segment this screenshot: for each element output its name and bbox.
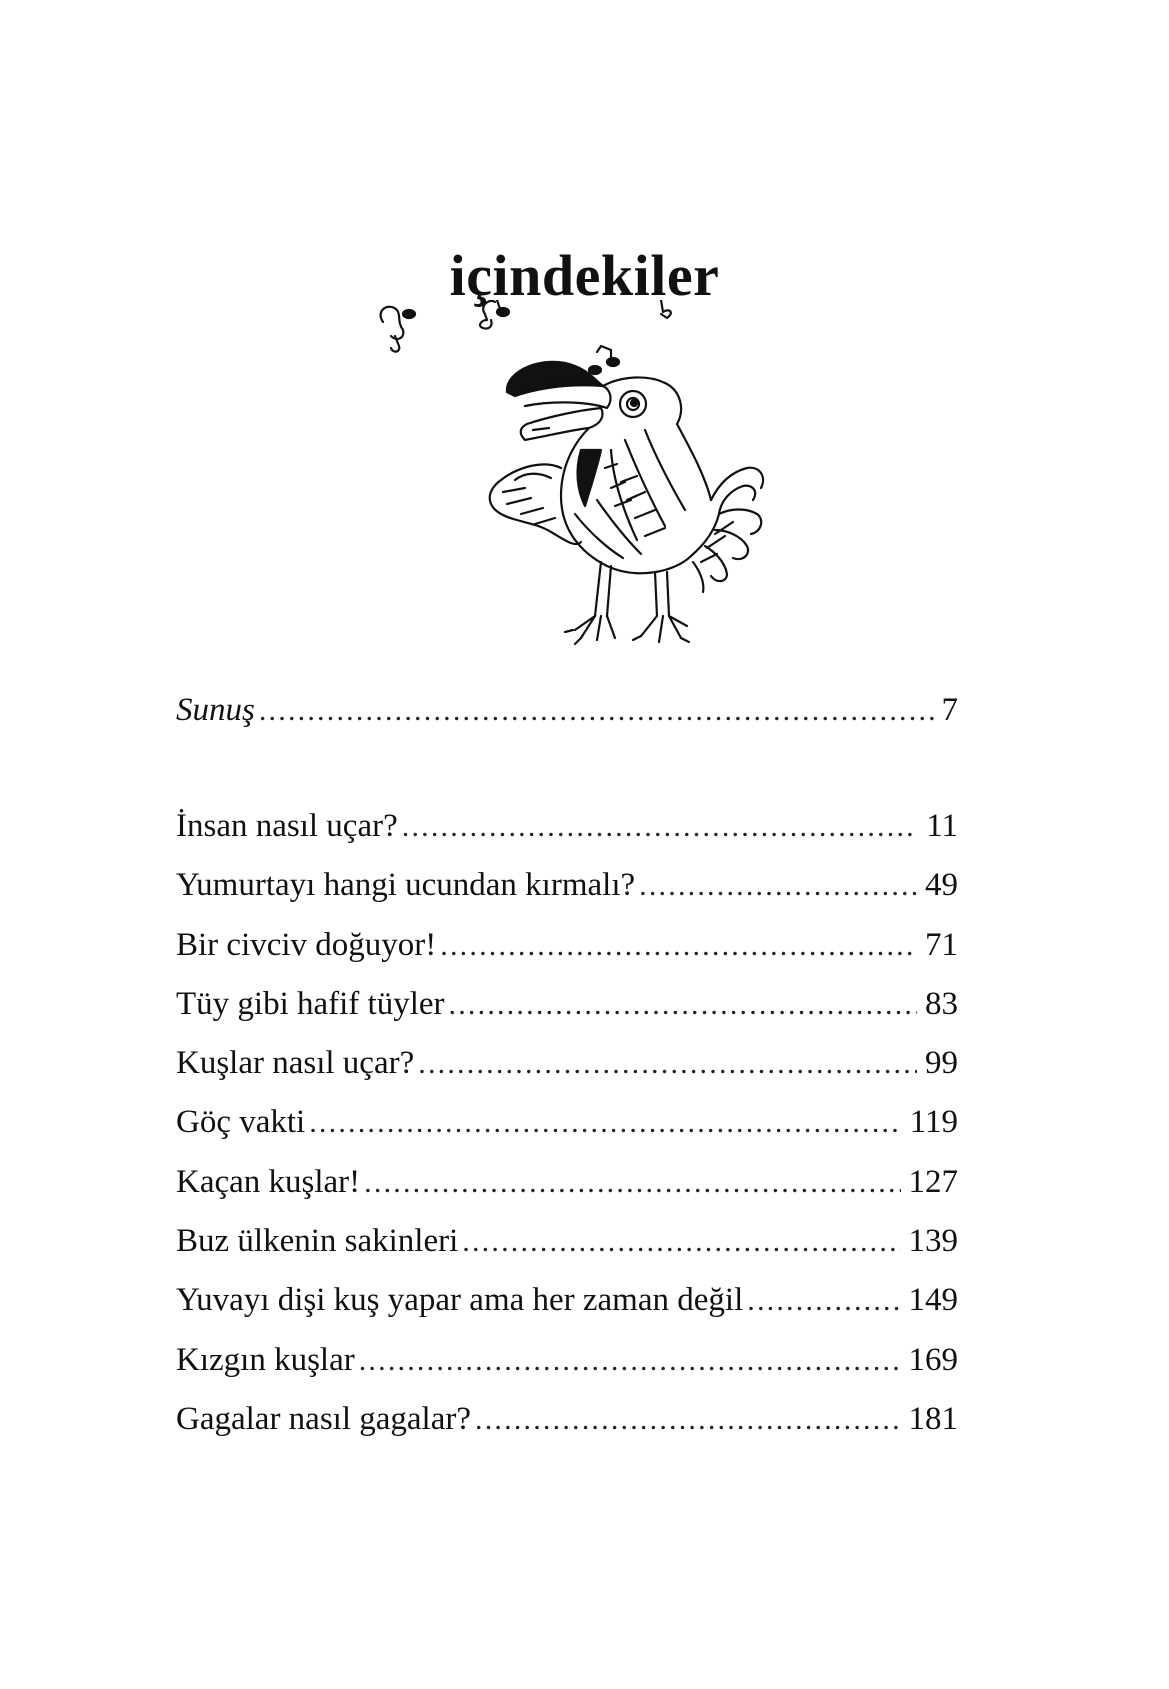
toc-entry[interactable] bbox=[176, 1341, 958, 1403]
toc-entry-page: 83 bbox=[925, 985, 958, 1022]
toc-entry-label: Buz ülkenin sakinleri bbox=[176, 1223, 459, 1260]
toc-entry-label: Yumurtayı hangi ucundan kırmalı? bbox=[176, 867, 636, 904]
dot-leader bbox=[449, 990, 917, 1020]
toc-entry-page: 49 bbox=[925, 867, 958, 904]
page-title: içindekiler bbox=[449, 242, 720, 308]
toc-entry[interactable] bbox=[176, 985, 958, 1047]
toc-entry[interactable] bbox=[176, 1047, 958, 1106]
toc-entry-label: Bir civciv doğuyor! bbox=[176, 926, 437, 963]
toc-entry[interactable] bbox=[176, 1400, 958, 1462]
toc-entry[interactable] bbox=[176, 810, 958, 869]
toc-entry-label: Kızgın kuşlar bbox=[176, 1341, 355, 1378]
toc-entry-label: Kuşlar nasıl uçar? bbox=[176, 1045, 415, 1082]
singing-toucan-icon bbox=[375, 300, 775, 680]
dot-leader bbox=[309, 1108, 902, 1138]
toc-entry-page: 169 bbox=[908, 1341, 958, 1378]
toc-entry-label: Tüy gibi hafif tüyler bbox=[176, 985, 445, 1022]
dot-leader bbox=[364, 1168, 900, 1198]
dot-leader bbox=[747, 1286, 900, 1316]
toc-entry-page: 181 bbox=[908, 1400, 958, 1437]
dot-leader bbox=[475, 1405, 900, 1435]
toc-entry-preface[interactable] bbox=[176, 694, 958, 753]
toc-entry-label: İnsan nasıl uçar? bbox=[176, 808, 398, 844]
toucan-legs bbox=[565, 562, 689, 644]
dot-leader bbox=[359, 1346, 901, 1376]
dot-leader bbox=[418, 1049, 917, 1079]
toc-entry[interactable] bbox=[176, 1225, 958, 1284]
toc-entry[interactable] bbox=[176, 1163, 958, 1225]
toc-entry-label: Yuvayı dişi kuş yapar ama her zaman değil bbox=[176, 1282, 744, 1319]
toc-entry[interactable] bbox=[176, 1284, 958, 1343]
dot-leader bbox=[440, 931, 917, 961]
toc-entry-label: Kaçan kuşlar! bbox=[176, 1163, 361, 1200]
music-notes bbox=[381, 300, 671, 374]
toc-entry-label: Gagalar nasıl gagalar? bbox=[176, 1400, 472, 1437]
toc-entry[interactable] bbox=[176, 869, 958, 928]
toc-entry-page: 119 bbox=[909, 1104, 958, 1141]
dot-leader bbox=[259, 696, 934, 726]
toc-entry-page: 7 bbox=[941, 692, 958, 728]
toc-entry-label: Sunuş bbox=[176, 692, 255, 728]
toucan-body bbox=[561, 424, 711, 573]
toucan-right-wing bbox=[691, 468, 763, 592]
dot-leader bbox=[639, 871, 917, 901]
toc-preface bbox=[176, 694, 958, 753]
toc-entry-page: 99 bbox=[925, 1045, 958, 1082]
toc-entry-label: Göç vakti bbox=[176, 1104, 306, 1141]
toc-entry-page: 11 bbox=[926, 808, 958, 844]
toc-chapter-list bbox=[176, 810, 958, 1462]
toc-entry[interactable] bbox=[176, 926, 958, 988]
toc-entry[interactable] bbox=[176, 1106, 958, 1165]
dot-leader bbox=[402, 812, 918, 842]
toucan-head bbox=[603, 377, 681, 424]
toc-entry-page: 139 bbox=[908, 1223, 958, 1260]
toc-entry-page: 149 bbox=[908, 1282, 958, 1319]
toc-entry-page: 71 bbox=[925, 926, 958, 963]
toucan-left-wing bbox=[490, 464, 581, 544]
dot-leader bbox=[462, 1227, 900, 1257]
toc-entry-page: 127 bbox=[908, 1163, 958, 1200]
